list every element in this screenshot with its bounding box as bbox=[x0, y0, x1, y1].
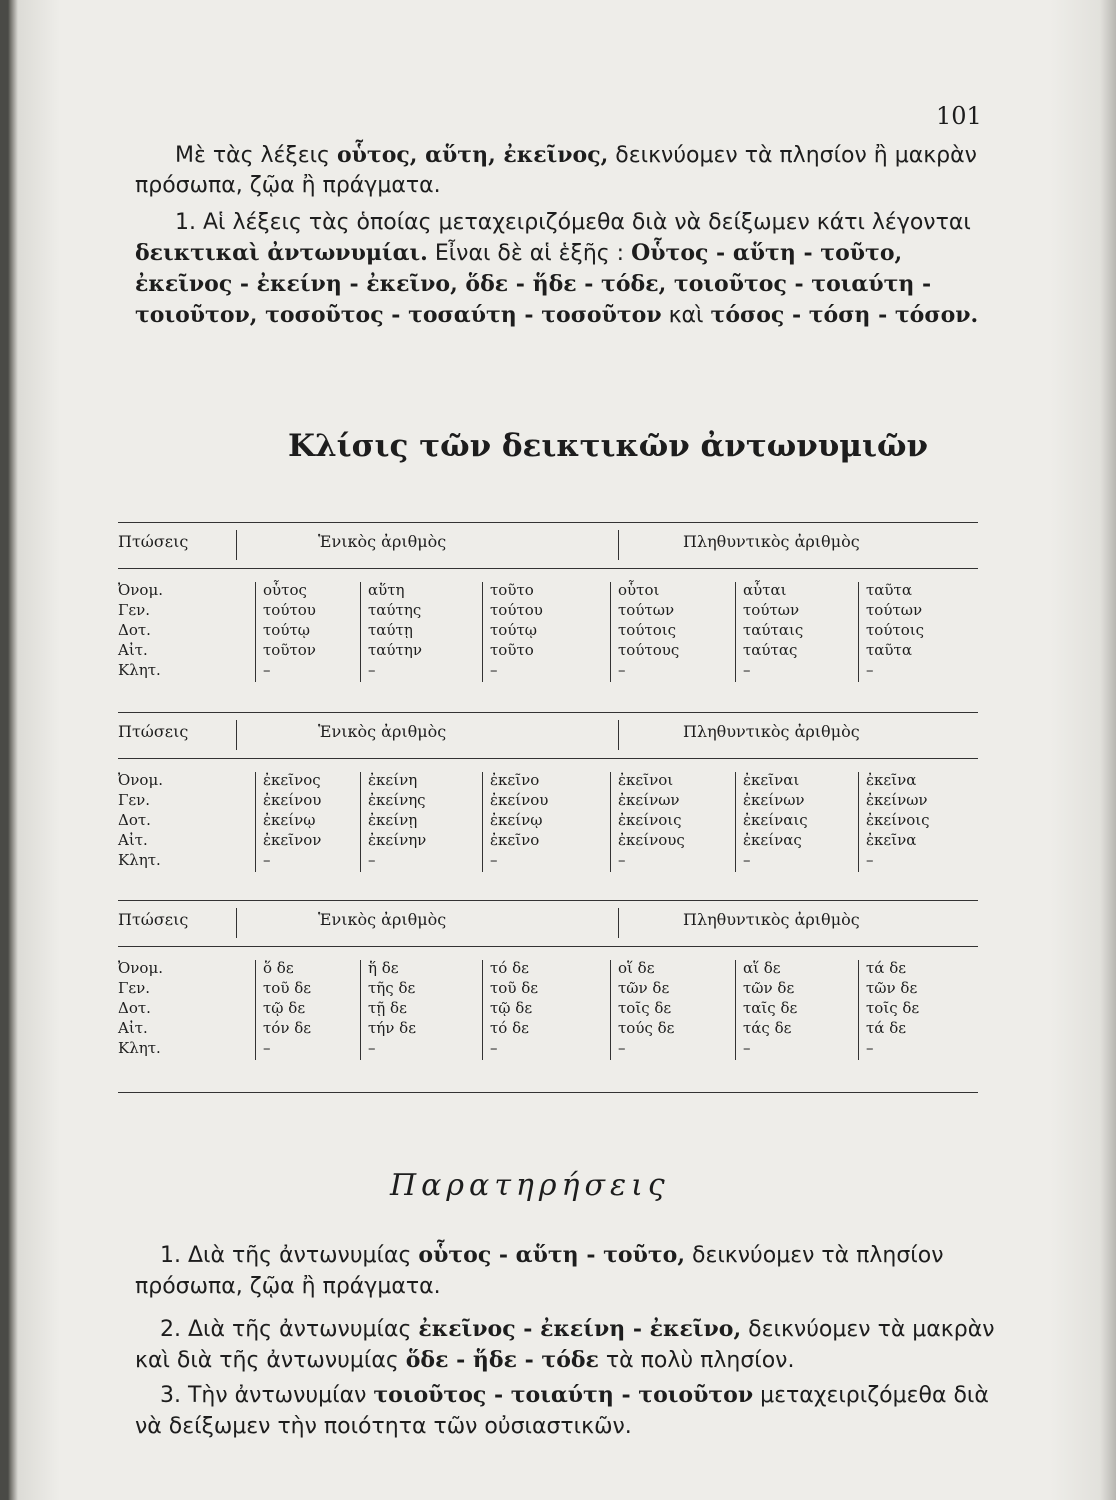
table-cell: – bbox=[743, 851, 751, 869]
table-cell: ἐκεῖνος bbox=[263, 771, 321, 789]
header-rule bbox=[118, 758, 978, 759]
observation-1: 1. Διὰ τῆς ἀντωνυμίας οὗτος - αὕτη - τοῦτο, δεικνύομεν τὰ πλησίον πρόσωπα, ζῷα ἢ πράγματα. bbox=[135, 1242, 944, 1299]
column-divider bbox=[482, 772, 483, 872]
table-cell: – bbox=[866, 661, 874, 679]
header-singular: Ἑνικὸς ἀριθμὸς bbox=[318, 532, 447, 551]
case-label: Δοτ. bbox=[118, 811, 151, 829]
table-cell: ἐκείνου bbox=[263, 791, 322, 809]
table-cell: – bbox=[618, 851, 626, 869]
header-divider bbox=[236, 530, 237, 560]
column-divider bbox=[610, 960, 611, 1060]
table-cell: – bbox=[368, 851, 376, 869]
observation-3: 3. Τὴν ἀντωνυμίαν τοιοῦτος - τοιαύτη - τοιοῦτον μεταχειριζόμεθα διὰ νὰ δείξωμεν τὴν ποιότητα τῶν οὐσιαστικῶν. bbox=[135, 1382, 989, 1439]
table-cell: – bbox=[743, 1039, 751, 1057]
table-cell: τῶν δε bbox=[743, 979, 795, 997]
table-cell: τά δε bbox=[866, 1019, 906, 1037]
case-label: Αἰτ. bbox=[118, 641, 148, 659]
table-bottom-rule bbox=[118, 1092, 978, 1093]
form-column bbox=[368, 580, 422, 680]
form-column bbox=[263, 958, 311, 1058]
header-divider bbox=[618, 908, 619, 938]
table-cell: ἐκείνων bbox=[743, 791, 805, 809]
form-column bbox=[618, 770, 685, 870]
column-divider bbox=[610, 772, 611, 872]
table-cell: ἐκεῖνοι bbox=[618, 771, 674, 789]
table-cell: τῷ δε bbox=[490, 999, 533, 1017]
table-cell: οἵ δε bbox=[618, 959, 655, 977]
form-column bbox=[618, 580, 679, 680]
form-column bbox=[368, 770, 426, 870]
table-cell: ὅ δε bbox=[263, 959, 294, 977]
column-divider bbox=[360, 772, 361, 872]
table-cell: ταύτην bbox=[368, 641, 422, 659]
header-divider bbox=[236, 720, 237, 750]
table-cell: τούτῳ bbox=[490, 621, 537, 639]
case-label: Γεν. bbox=[118, 791, 151, 809]
column-divider bbox=[482, 960, 483, 1060]
section-heading: Κλίσις τῶν δεικτικῶν ἀντωνυμιῶν bbox=[288, 428, 929, 464]
table-cell: τούτων bbox=[743, 601, 800, 619]
form-column bbox=[490, 958, 538, 1058]
case-labels bbox=[118, 958, 163, 1058]
table-cell: ἐκείνης bbox=[368, 791, 426, 809]
column-divider bbox=[255, 582, 256, 682]
header-cases: Πτώσεις bbox=[118, 722, 189, 741]
table-cell: τῆς δε bbox=[368, 979, 416, 997]
column-divider bbox=[482, 582, 483, 682]
table-top-rule bbox=[118, 712, 978, 713]
table-cell: τῷ δε bbox=[263, 999, 306, 1017]
table-cell: ἐκείνῳ bbox=[490, 811, 543, 829]
table-cell: τούτων bbox=[618, 601, 675, 619]
table-cell: – bbox=[490, 851, 498, 869]
column-divider bbox=[255, 960, 256, 1060]
observations-title: Παρατηρήσεις bbox=[390, 1168, 670, 1203]
table-cell: τάς δε bbox=[743, 1019, 792, 1037]
column-divider bbox=[360, 960, 361, 1060]
case-label: Ὀνομ. bbox=[118, 959, 163, 977]
table-cell: τό δε bbox=[490, 959, 529, 977]
rule-paragraph: 1. Αἱ λέξεις τὰς ὁποίας μεταχειριζόμεθα διὰ νὰ δείξωμεν κάτι λέγονται δεικτικαὶ ἀντωνυμίαι. Εἶναι δὲ αἱ ἑξῆς : Οὗτος - αὕτη - τοῦτο, ἐκεῖνος - ἐκείνη - ἐκεῖνο, ὅδε - ἥδε - τόδε, τοιοῦτος - τοιαύτη - τοιοῦτον, τοσοῦτος - τοσαύτη - τοσοῦτον καὶ τόσος - τόση - τόσον. bbox=[135, 210, 979, 328]
table-cell: τούτου bbox=[490, 601, 543, 619]
form-column bbox=[866, 580, 924, 680]
table-cell: τούτοις bbox=[866, 621, 925, 639]
form-column bbox=[263, 580, 316, 680]
form-column bbox=[490, 580, 543, 680]
form-column bbox=[866, 770, 930, 870]
header-divider bbox=[236, 908, 237, 938]
table-cell: – bbox=[866, 851, 874, 869]
table-cell: ἐκεῖνο bbox=[490, 771, 540, 789]
table-cell: τούτου bbox=[263, 601, 316, 619]
table-cell: τῇ δε bbox=[368, 999, 407, 1017]
form-column bbox=[490, 770, 548, 870]
table-cell: – bbox=[368, 661, 376, 679]
table-cell: – bbox=[490, 1039, 498, 1057]
table-cell: – bbox=[263, 661, 271, 679]
table-cell: τούτῳ bbox=[263, 621, 310, 639]
table-cell: ἥ δε bbox=[368, 959, 399, 977]
header-plural: Πληθυντικὸς ἀριθμὸς bbox=[683, 722, 860, 741]
table-cell: ἐκείνην bbox=[368, 831, 427, 849]
column-divider bbox=[735, 582, 736, 682]
page-number: 101 bbox=[936, 102, 982, 130]
case-label: Δοτ. bbox=[118, 621, 151, 639]
table-cell: ταύταις bbox=[743, 621, 804, 639]
table-cell: ἐκεῖναι bbox=[743, 771, 800, 789]
table-cell: ταῦτα bbox=[866, 581, 912, 599]
table-cell: ἐκεῖνον bbox=[263, 831, 322, 849]
observation-2: 2. Διὰ τῆς ἀντωνυμίας ἐκεῖνος - ἐκείνη - ἐκεῖνο, δεικνύομεν τὰ μακρὰν καὶ διὰ τῆς ἀντωνυμίας ὅδε - ἥδε - τόδε τὰ πολὺ πλησίον. bbox=[135, 1316, 995, 1373]
table-cell: ταῦτα bbox=[866, 641, 912, 659]
column-divider bbox=[255, 772, 256, 872]
table-cell: ἐκείνου bbox=[490, 791, 549, 809]
case-label: Ὀνομ. bbox=[118, 771, 163, 789]
header-rule bbox=[118, 568, 978, 569]
header-divider bbox=[618, 530, 619, 560]
column-divider bbox=[360, 582, 361, 682]
table-cell: ἐκεῖνα bbox=[866, 771, 917, 789]
case-labels bbox=[118, 580, 163, 680]
header-cases: Πτώσεις bbox=[118, 910, 189, 929]
table-cell: – bbox=[263, 851, 271, 869]
case-label: Κλητ. bbox=[118, 1039, 161, 1057]
form-column bbox=[618, 958, 674, 1058]
case-labels bbox=[118, 770, 163, 870]
header-cases: Πτώσεις bbox=[118, 532, 189, 551]
column-divider bbox=[735, 960, 736, 1060]
table-cell: αἵ δε bbox=[743, 959, 781, 977]
table-cell: ἐκείνη bbox=[368, 771, 418, 789]
case-label: Ὀνομ. bbox=[118, 581, 163, 599]
table-cell: οὗτος bbox=[263, 581, 307, 599]
header-plural: Πληθυντικὸς ἀριθμὸς bbox=[683, 532, 860, 551]
table-cell: ἐκείνας bbox=[743, 831, 802, 849]
table-cell: – bbox=[490, 661, 498, 679]
table-cell: ἐκεῖνο bbox=[490, 831, 540, 849]
table-cell: οὗτοι bbox=[618, 581, 660, 599]
form-column bbox=[368, 958, 416, 1058]
column-divider bbox=[858, 582, 859, 682]
table-top-rule bbox=[118, 522, 978, 523]
case-label: Κλητ. bbox=[118, 851, 161, 869]
table-cell: – bbox=[618, 1039, 626, 1057]
form-column bbox=[743, 580, 803, 680]
table-cell: – bbox=[618, 661, 626, 679]
table-cell: τοῦ δε bbox=[490, 979, 539, 997]
column-divider bbox=[858, 772, 859, 872]
table-cell: ταῖς δε bbox=[743, 999, 798, 1017]
table-cell: ἐκείνων bbox=[866, 791, 928, 809]
table-cell: τοῦτον bbox=[263, 641, 316, 659]
table-cell: τήν δε bbox=[368, 1019, 416, 1037]
table-cell: – bbox=[368, 1039, 376, 1057]
table-cell: τό δε bbox=[490, 1019, 529, 1037]
table-cell: ἐκεῖνα bbox=[866, 831, 917, 849]
header-singular: Ἑνικὸς ἀριθμὸς bbox=[318, 910, 447, 929]
column-divider bbox=[610, 582, 611, 682]
table-cell: ταύτης bbox=[368, 601, 422, 619]
table-cell: αὗται bbox=[743, 581, 787, 599]
case-label: Γεν. bbox=[118, 979, 151, 997]
table-cell: τούτοις bbox=[618, 621, 677, 639]
header-plural: Πληθυντικὸς ἀριθμὸς bbox=[683, 910, 860, 929]
table-cell: τούς δε bbox=[618, 1019, 675, 1037]
table-cell: – bbox=[743, 661, 751, 679]
form-column bbox=[866, 958, 919, 1058]
form-column bbox=[263, 770, 321, 870]
table-cell: τοῦτο bbox=[490, 641, 534, 659]
case-label: Γεν. bbox=[118, 601, 151, 619]
header-divider bbox=[618, 720, 619, 750]
case-label: Δοτ. bbox=[118, 999, 151, 1017]
table-cell: ἐκείνους bbox=[618, 831, 685, 849]
table-cell: ταύτας bbox=[743, 641, 798, 659]
table-cell: ἐκείνῃ bbox=[368, 811, 418, 829]
table-cell: ἐκείνοις bbox=[618, 811, 682, 829]
column-divider bbox=[735, 772, 736, 872]
table-cell: αὕτη bbox=[368, 581, 405, 599]
table-cell: τούτων bbox=[866, 601, 923, 619]
table-top-rule bbox=[118, 900, 978, 901]
header-rule bbox=[118, 946, 978, 947]
table-cell: ἐκείναις bbox=[743, 811, 808, 829]
header-singular: Ἑνικὸς ἀριθμὸς bbox=[318, 722, 447, 741]
table-cell: – bbox=[263, 1039, 271, 1057]
column-divider bbox=[858, 960, 859, 1060]
case-label: Αἰτ. bbox=[118, 1019, 148, 1037]
table-cell: τόν δε bbox=[263, 1019, 312, 1037]
table-cell: τοῖς δε bbox=[618, 999, 672, 1017]
table-cell: τοῦ δε bbox=[263, 979, 312, 997]
form-column bbox=[743, 770, 808, 870]
table-cell: τοῦτο bbox=[490, 581, 534, 599]
table-cell: ἐκείνων bbox=[618, 791, 680, 809]
intro-paragraph: Μὲ τὰς λέξεις οὗτος, αὕτη, ἐκεῖνος, δεικνύομεν τὰ πλησίον ἢ μακρὰν πρόσωπα, ζῷα ἢ πράγματα. bbox=[135, 142, 977, 198]
table-cell: τῶν δε bbox=[866, 979, 918, 997]
table-cell: – bbox=[866, 1039, 874, 1057]
case-label: Αἰτ. bbox=[118, 831, 148, 849]
table-cell: τά δε bbox=[866, 959, 906, 977]
table-cell: ἐκείνῳ bbox=[263, 811, 316, 829]
case-label: Κλητ. bbox=[118, 661, 161, 679]
table-cell: τοῖς δε bbox=[866, 999, 920, 1017]
table-cell: τῶν δε bbox=[618, 979, 670, 997]
table-cell: ἐκείνοις bbox=[866, 811, 930, 829]
table-cell: ταύτῃ bbox=[368, 621, 413, 639]
table-cell: τούτους bbox=[618, 641, 680, 659]
form-column bbox=[743, 958, 797, 1058]
